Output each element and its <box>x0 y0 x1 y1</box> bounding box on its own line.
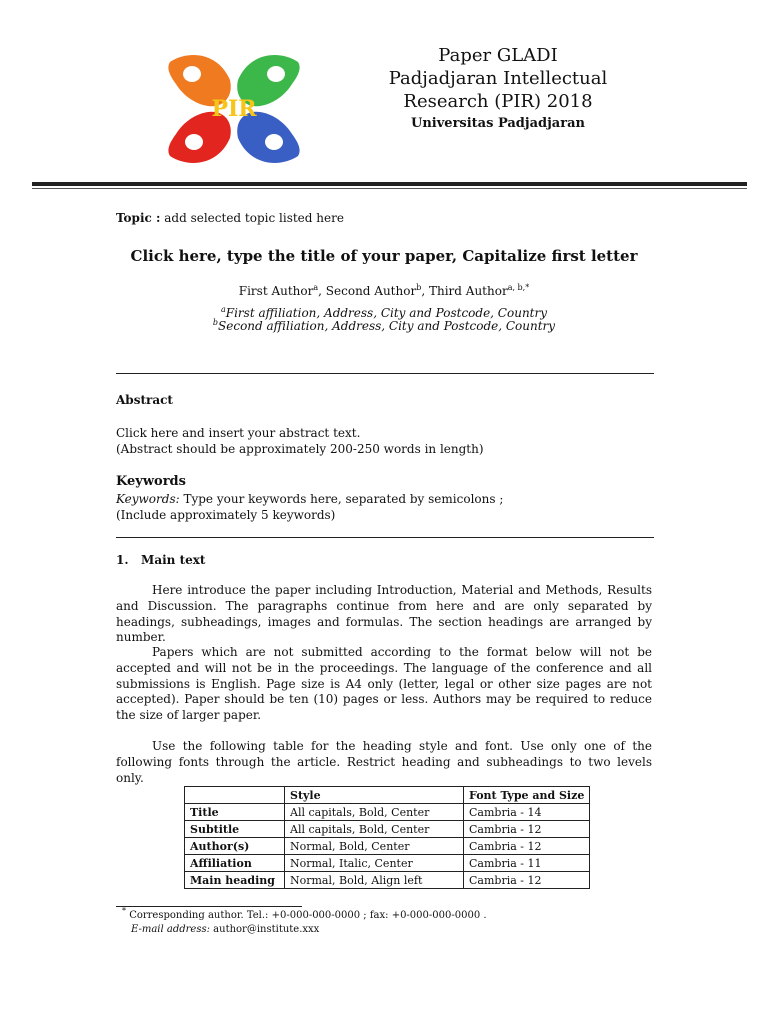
header-university: Universitas Padjadjaran <box>411 116 585 131</box>
affiliation-1-text[interactable]: First affiliation, Address, City and Postcode, Country <box>225 306 548 320</box>
topic-line <box>116 210 344 226</box>
table-cell: Cambria - 12 <box>464 872 590 889</box>
topic-value[interactable]: add selected topic listed here <box>164 211 344 225</box>
affiliation-2 <box>116 319 652 333</box>
footnote-email[interactable]: author@institute.xxx <box>213 924 320 935</box>
header-title-line-1: Paper GLADI <box>438 45 558 66</box>
table-cell: Normal, Italic, Center <box>285 855 464 872</box>
topic-label: Topic : <box>116 211 161 225</box>
author-first-sup: a <box>313 283 319 292</box>
footnote-corresponding: Corresponding author. Tel.: +0-000-000-0000 ; fax: +0-000-000-0000 . <box>129 910 487 921</box>
footnote-line-2 <box>131 923 319 936</box>
table-header-cell: Style <box>285 787 464 804</box>
author-sep-2: , <box>421 284 429 298</box>
footnote-email-label: E-mail address: <box>131 924 210 935</box>
section-1-paragraph-3 <box>116 739 652 786</box>
author-third[interactable]: Third Author <box>428 284 508 298</box>
table-row <box>185 838 590 855</box>
table-header-cell: Font Type and Size <box>464 787 590 804</box>
affiliation-1 <box>116 306 652 320</box>
table-cell: Cambria - 12 <box>464 838 590 855</box>
table-row <box>185 804 590 821</box>
section-1-paragraph-1-text[interactable]: Here introduce the paper including Introduction, Material and Methods, Results and Discussion. The paragraphs continue from here and are only separated by headings, subheadings, images and formulas. The section headings are arranged by number. <box>116 583 652 645</box>
keywords-line-1 <box>116 491 503 507</box>
table-cell: Main heading <box>185 872 285 889</box>
section-1-paragraph-2-text[interactable]: Papers which are not submitted according to the format below will not be accepted and will not be in the proceedings. The language of the conference and all submissions is English. Page size is A4 only (letter, legal or other size pages are not accepted). Paper should be ten (10) pages or less. Authors may be required to reduce the size of larger paper. <box>116 645 652 723</box>
section-1-paragraph-2 <box>116 645 652 724</box>
footnote-line-1 <box>122 906 487 922</box>
table-cell: Author(s) <box>185 838 285 855</box>
table-cell: Cambria - 11 <box>464 855 590 872</box>
abstract-bottom-rule <box>116 537 654 538</box>
abstract-top-rule <box>116 373 654 374</box>
header-title-block <box>288 44 708 134</box>
table-cell: Normal, Bold, Center <box>285 838 464 855</box>
keywords-line-2: (Include approximately 5 keywords) <box>116 508 336 522</box>
affiliation-2-sup: b <box>212 318 219 327</box>
table-row <box>185 821 590 838</box>
table-row <box>185 855 590 872</box>
section-1-paragraph-1 <box>116 583 652 646</box>
keywords-heading: Keywords <box>116 474 186 489</box>
font-style-table <box>184 786 590 889</box>
paper-title[interactable]: Click here, type the title of your paper, Capitalize first letter <box>130 247 638 265</box>
table-cell: Title <box>185 804 285 821</box>
header-rule-thick <box>32 182 747 186</box>
author-first[interactable]: First Author <box>238 284 314 298</box>
keywords-label: Keywords: <box>116 492 180 506</box>
header-rule-thin <box>32 188 747 189</box>
table-cell: All capitals, Bold, Center <box>285 804 464 821</box>
table-row <box>185 872 590 889</box>
author-second-sup: b <box>416 283 422 292</box>
abstract-text-line-2: (Abstract should be approximately 200-250 words in length) <box>116 442 484 456</box>
table-cell: Subtitle <box>185 821 285 838</box>
table-cell: Cambria - 12 <box>464 821 590 838</box>
affiliation-2-text[interactable]: Second affiliation, Address, City and Postcode, Country <box>218 319 556 333</box>
footnote-rule <box>116 906 302 907</box>
header-title-line-2: Padjadjaran Intellectual <box>388 68 608 89</box>
pir-logo <box>160 50 308 168</box>
abstract-text-line-1[interactable]: Click here and insert your abstract text. <box>116 426 361 440</box>
abstract-heading: Abstract <box>116 393 173 407</box>
logo-text: PIR <box>211 96 257 122</box>
table-cell: Cambria - 14 <box>464 804 590 821</box>
author-third-sup: a, b,* <box>507 283 530 292</box>
table-cell: Affiliation <box>185 855 285 872</box>
author-second[interactable]: Second Author <box>325 284 417 298</box>
keywords-text[interactable]: Type your keywords here, separated by semicolons ; <box>183 492 504 506</box>
table-header-row <box>185 787 590 804</box>
table-cell: All capitals, Bold, Center <box>285 821 464 838</box>
table-cell: Normal, Bold, Align left <box>285 872 464 889</box>
authors-line <box>116 283 652 299</box>
header-title-line-3: Research (PIR) 2018 <box>403 91 593 112</box>
footnote-mark: * <box>122 906 126 916</box>
author-sep-1: , <box>318 284 326 298</box>
table-header-cell <box>185 787 285 804</box>
section-1-heading: 1. Main text <box>116 553 206 567</box>
section-1-paragraph-3-text[interactable]: Use the following table for the heading style and font. Use only one of the following fonts through the article. Restrict heading and subheadings to two levels only. <box>116 739 652 785</box>
affiliation-1-sup: a <box>220 305 226 314</box>
